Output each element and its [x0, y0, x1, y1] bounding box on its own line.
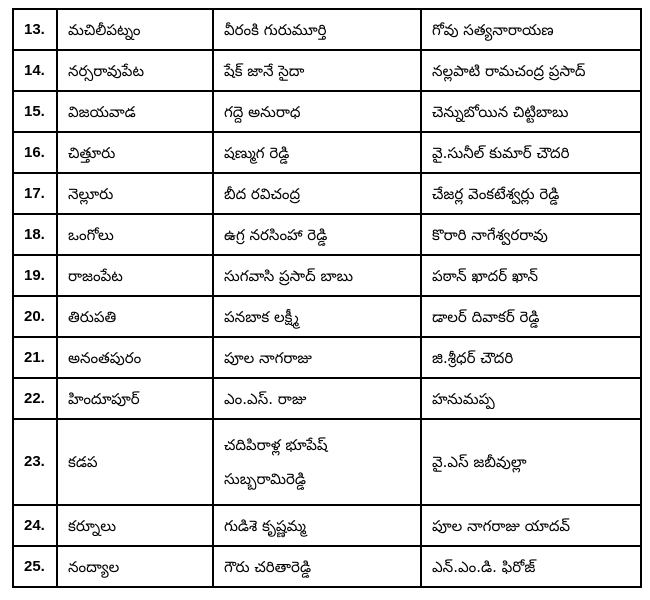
candidate-a-cell — [213, 214, 421, 255]
row-number: 13. — [13, 9, 57, 50]
candidate-a-name: పనబాక లక్ష్మీ — [224, 307, 299, 326]
candidate-a-name: బీద రవిచంద్ర — [224, 184, 301, 203]
candidate-b-cell — [421, 9, 641, 50]
candidate-a-cell — [213, 173, 421, 214]
candidate-b-name: కొరారి నాగేశ్వరరావు — [432, 225, 548, 244]
candidate-a-cell — [213, 9, 421, 50]
candidate-b-name: గోవు సత్యనారాయణ — [432, 20, 554, 39]
candidate-a-cell — [213, 337, 421, 378]
table-row — [13, 296, 641, 337]
table-row — [13, 337, 641, 378]
candidate-a-name: షేక్ జానే సైదా — [224, 61, 305, 80]
table-row — [13, 505, 641, 546]
row-number: 16. — [13, 132, 57, 173]
candidate-b-name: వై.సునీల్ కుమార్ చౌదరి — [432, 143, 570, 162]
table-row — [13, 132, 641, 173]
candidate-b-cell — [421, 214, 641, 255]
candidate-b-name: చేజర్ల వెంకటేశ్వర్లు రెడ్డి — [432, 184, 560, 203]
row-number: 24. — [13, 505, 57, 546]
row-number: 17. — [13, 173, 57, 214]
constituency-cell: ఒంగోలు — [57, 214, 213, 255]
candidate-a-name: వీరంకి గురుమూర్తి — [224, 20, 327, 39]
constituency-cell: కడప — [57, 419, 213, 505]
candidate-b-cell — [421, 50, 641, 91]
candidate-b-name: వై.ఎస్ జబీవుల్లా — [432, 453, 527, 471]
candidate-a-name: గద్దె అనురాధ — [224, 102, 301, 121]
constituency-cell: నంద్యాల — [57, 546, 213, 587]
candidate-b-name: హనుమప్ప — [432, 389, 495, 408]
constituency-cell: నర్సరావుపేట — [57, 50, 213, 91]
candidate-b-name: జి.శ్రీధర్ చౌదరి — [432, 348, 514, 367]
candidate-b-cell — [421, 337, 641, 378]
row-number: 25. — [13, 546, 57, 587]
candidate-a-name: సుబ్బరామిరెడ్డి — [224, 470, 306, 488]
candidates-table — [12, 8, 642, 588]
candidate-a-cell — [213, 91, 421, 132]
table-row — [13, 378, 641, 419]
candidate-a-name: ఉగ్ర నరసింహా రెడ్డి — [224, 225, 328, 244]
table-row — [13, 91, 641, 132]
candidate-a-name: షణ్ముగ రెడ్డి — [224, 143, 290, 162]
constituency-cell: రాజంపేట — [57, 255, 213, 296]
table-row — [13, 419, 641, 505]
candidate-b-cell — [421, 296, 641, 337]
row-number: 19. — [13, 255, 57, 296]
table-row — [13, 9, 641, 50]
candidate-a-cell — [213, 255, 421, 296]
candidate-a-name: గౌరు చరితారెడ్డి — [224, 557, 312, 576]
table-row — [13, 255, 641, 296]
constituency-cell: నెల్లూరు — [57, 173, 213, 214]
constituency-cell: కర్నూలు — [57, 505, 213, 546]
row-number: 18. — [13, 214, 57, 255]
candidate-a-cell — [213, 419, 421, 505]
candidate-b-cell — [421, 505, 641, 546]
candidate-b-name: పఠాన్ ఖాదర్ ఖాన్ — [432, 266, 539, 285]
candidate-b-cell — [421, 173, 641, 214]
constituency-cell: విజయవాడ — [57, 91, 213, 132]
candidate-b-cell — [421, 255, 641, 296]
candidate-b-cell — [421, 132, 641, 173]
table-body — [13, 9, 641, 587]
candidate-a-name: ఎం.ఎస్. రాజు — [224, 389, 307, 408]
candidate-b-name: ఎన్.ఎం.డి. ఫిరోజ్ — [432, 557, 536, 576]
candidate-b-name: చెన్నుబోయిన చిట్టిబాబు — [432, 102, 569, 121]
candidate-a-cell — [213, 505, 421, 546]
table-row — [13, 173, 641, 214]
candidate-a-cell — [213, 546, 421, 587]
row-number: 21. — [13, 337, 57, 378]
candidate-b-cell — [421, 378, 641, 419]
candidate-a-name: సుగవాసి ప్రసాద్ బాబు — [224, 266, 354, 285]
candidate-a-cell — [213, 378, 421, 419]
row-number: 20. — [13, 296, 57, 337]
candidate-b-cell — [421, 91, 641, 132]
candidate-b-name: డాలర్ దివాకర్ రెడ్డి — [432, 307, 540, 326]
row-number: 15. — [13, 91, 57, 132]
candidate-a-cell — [213, 50, 421, 91]
candidate-a-name: పూల నాగరాజు — [224, 348, 312, 367]
candidate-a-cell — [213, 132, 421, 173]
candidate-b-name: పూల నాగరాజు యాదవ్ — [432, 516, 571, 535]
constituency-cell: హిందూపూర్ — [57, 378, 213, 419]
candidate-a-name: గుడిశె కృష్ణమ్మ — [224, 516, 306, 535]
row-number: 14. — [13, 50, 57, 91]
candidate-b-cell — [421, 419, 641, 505]
candidate-b-name: నల్లపాటి రామచంద్ర ప్రసాద్ — [432, 61, 586, 80]
constituency-cell: తిరుపతి — [57, 296, 213, 337]
constituency-cell: చిత్తూరు — [57, 132, 213, 173]
candidate-b-cell — [421, 546, 641, 587]
table-row — [13, 546, 641, 587]
table-row — [13, 50, 641, 91]
row-number: 23. — [13, 419, 57, 505]
candidate-a-cell — [213, 296, 421, 337]
row-number: 22. — [13, 378, 57, 419]
table-row — [13, 214, 641, 255]
constituency-cell: అనంతపురం — [57, 337, 213, 378]
candidate-a-name: చదిపిరాళ్ల భూపేష్ — [224, 436, 328, 454]
constituency-cell: మచిలీపట్నం — [57, 9, 213, 50]
